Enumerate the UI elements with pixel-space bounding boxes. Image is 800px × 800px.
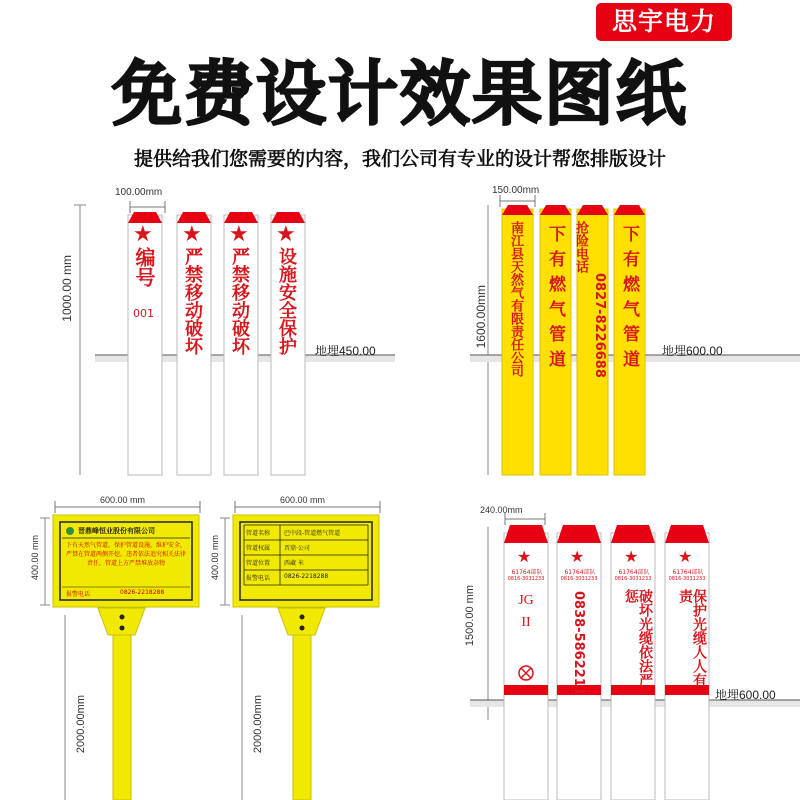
panel-5-ground-label: 地埋600.00 — [715, 688, 776, 702]
panel-5-post-1-phone: 0816-3031233 — [507, 576, 545, 582]
panel-3-height-dim: 400.00 mm — [30, 535, 40, 581]
panel-4-row-value: 巴中段-管道燃气管道 — [284, 530, 341, 537]
panel-5-post-4-unit: 61764部队 — [672, 569, 704, 576]
panel-1-marker-posts — [0, 185, 400, 485]
panel-1-post-2-text: 严禁移动破坏 — [182, 247, 203, 355]
panel-4-row-label: 管道名称 — [246, 530, 271, 537]
panel-2-width-dim: 150.00mm — [492, 185, 540, 196]
panel-4-row-value: 西藏 米 — [284, 560, 304, 567]
panel-4-row-label: 报警电话 — [246, 575, 271, 582]
panel-2-post-4-text: 下有燃气管道 — [619, 225, 639, 375]
panel-4-row-value: 0826-2218288 — [284, 573, 329, 580]
panel-1-post-4-text: 设施安全保护 — [276, 247, 297, 355]
panel-3-phone-value: 0826-2218288 — [120, 589, 165, 596]
panel-5-cable-posts — [450, 505, 800, 800]
panel-4-pole-dim: 2000.00mm — [252, 695, 264, 754]
panel-5-post-1-text: JG — [518, 593, 534, 608]
panel-5-width-dim: 240.00mm — [480, 505, 523, 515]
panel-1-post-1-code: 001 — [133, 307, 154, 320]
panel-2-post-3-phone: 0827-8226688 — [592, 273, 607, 378]
panel-1-height-dim: 1000.00 mm — [60, 255, 74, 322]
headline: 免费设计效果图纸 — [112, 53, 688, 135]
panel-4-width-dim: 600.00 mm — [280, 495, 326, 505]
star-icon: ★ — [229, 222, 249, 247]
panel-2-post-2-text: 下有燃气管道 — [545, 225, 565, 375]
panel-5-post-2-text: 0838-5862211 — [571, 591, 586, 696]
star-icon: ★ — [517, 547, 532, 566]
star-icon: ★ — [276, 222, 296, 247]
panel-5-post-3-text: 破坏光缆依法严惩 — [623, 589, 653, 687]
panel-4-row-label: 管道权属 — [246, 545, 271, 552]
panel-2-height-dim: 1600.00mm — [474, 285, 488, 349]
panel-5-post-4-text: 保护光缆人人有责 — [677, 589, 707, 687]
panel-5-post-3-phone: 0816-3031233 — [614, 576, 652, 582]
panel-3-pole-dim: 2000.00mm — [75, 695, 87, 754]
panel-5-post-2-phone: 0816-3031233 — [560, 576, 598, 582]
panel-3-phone-label: 报警电话 — [66, 591, 91, 598]
panel-3-sign-board — [0, 495, 230, 800]
panel-5-post-4-phone: 0816-3031233 — [668, 576, 706, 582]
panel-4-info-board — [200, 495, 400, 800]
panel-5-height-dim: 1500.00 mm — [464, 585, 476, 647]
panel-2-post-3-text: 抢险电话 — [573, 221, 588, 273]
panel-3-company: 晋鼎峰恒业股份有限公司 — [78, 527, 155, 535]
star-icon: ★ — [624, 547, 639, 566]
panel-5-post-3-unit: 61764部队 — [618, 569, 650, 576]
panel-1-ground-label: 地埋450.00 — [315, 344, 376, 358]
panel-3-width-dim: 600.00 mm — [100, 495, 146, 505]
panel-2-post-1-text: 南江县天然气有限责任公司 — [508, 221, 523, 377]
panel-3-notice: 下有天然气管道，保护管道设施，维护安全，严禁在管道两侧开挖，违者依法追究相关法律责任，管道上方严禁堆放杂物 — [66, 542, 187, 567]
panel-4-row-label: 管道位置 — [246, 560, 271, 567]
panel-1-post-1-text: 编号 — [132, 247, 156, 287]
star-icon: ★ — [678, 547, 693, 566]
star-icon: ★ — [133, 222, 153, 247]
star-icon: ★ — [570, 547, 585, 566]
panel-1-width-dim: 100.00mm — [115, 187, 163, 198]
panel-2-ground-label: 地埋600.00 — [662, 344, 723, 358]
panel-2-gas-posts — [400, 185, 800, 485]
panel-4-row-value: 晋鼎·公司 — [284, 545, 310, 552]
subline: 提供给我们您需要的内容，我们公司有专业的设计帮您排版设计 — [133, 148, 666, 170]
panel-5-post-2-unit: 61764部队 — [564, 569, 596, 576]
panel-4-height-dim: 400.00 mm — [210, 535, 220, 581]
star-icon: ★ — [182, 222, 202, 247]
brand-badge: 思宇电力 — [596, 3, 732, 41]
panel-5-post-1-unit: 61764部队 — [511, 569, 543, 576]
panel-4-drawing — [200, 495, 400, 800]
panel-1-post-3-text: 严禁移动破坏 — [229, 247, 250, 355]
panel-5-post-1-sub: II — [521, 615, 531, 630]
